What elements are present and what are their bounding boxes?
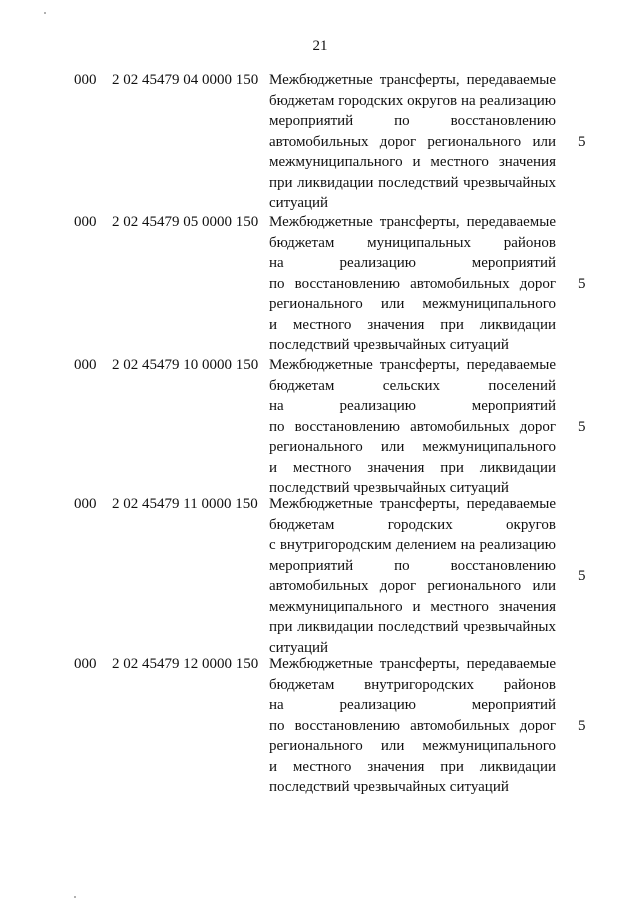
description-line: ситуаций: [269, 639, 329, 656]
revenue-description: [269, 355, 556, 499]
admin-code: 000: [74, 656, 97, 672]
description-line: бюджетам городских округов: [269, 516, 556, 533]
description-line: и местного значения при ликвидации: [269, 459, 556, 476]
revenue-description: [269, 494, 556, 658]
admin-code: 000: [74, 72, 97, 88]
description-line: мероприятий по восстановлению: [269, 557, 556, 574]
description-line: бюджетам сельских поселений: [269, 377, 556, 394]
description-line: бюджетам внутригородских районов: [269, 676, 556, 693]
description-line: регионального или межмуниципального: [269, 439, 556, 455]
scan-speck: [44, 12, 46, 14]
description-line: и местного значения при ликвидации: [269, 758, 556, 775]
description-line: при ликвидации последствий чрезвычайных: [269, 619, 556, 635]
description-line: автомобильных дорог регионального или: [269, 133, 556, 150]
admin-code: 000: [74, 214, 97, 230]
description-line: Межбюджетные трансферты, передаваемые: [269, 357, 556, 373]
scan-speck: [74, 896, 76, 898]
description-line: межмуниципального и местного значения: [269, 154, 556, 170]
description-line: последствий чрезвычайных ситуаций: [269, 779, 509, 795]
budget-classification-code: 2 02 45479 10 0000 150: [112, 357, 259, 373]
admin-code: 000: [74, 357, 97, 373]
description-line: Межбюджетные трансферты, передаваемые: [269, 72, 556, 88]
budget-classification-code: 2 02 45479 05 0000 150: [112, 214, 259, 230]
amount-value: 5: [578, 718, 586, 734]
description-line: бюджетам муниципальных районов: [269, 234, 556, 251]
description-line: последствий чрезвычайных ситуаций: [269, 337, 509, 353]
description-line: Межбюджетные трансферты, передаваемые: [269, 656, 556, 672]
budget-classification-code: 2 02 45479 04 0000 150: [112, 72, 259, 88]
description-line: по восстановлению автомобильных дорог: [269, 275, 556, 292]
description-line: регионального или межмуниципального: [269, 296, 556, 312]
amount-value: 5: [578, 568, 586, 584]
description-line: на реализацию мероприятий: [269, 255, 556, 271]
budget-classification-code: 2 02 45479 11 0000 150: [112, 496, 258, 512]
revenue-description: [269, 654, 556, 798]
description-line: по восстановлению автомобильных дорог: [269, 717, 556, 734]
budget-classification-code: 2 02 45479 12 0000 150: [112, 656, 259, 672]
description-line: и местного значения при ликвидации: [269, 316, 556, 333]
description-line: мероприятий по восстановлению: [269, 113, 556, 129]
description-line: с внутригородским делением на реализацию: [269, 537, 556, 553]
page-number: 21: [312, 38, 328, 54]
admin-code: 000: [74, 496, 97, 512]
description-line: регионального или межмуниципального: [269, 738, 556, 754]
description-line: по восстановлению автомобильных дорог: [269, 418, 556, 435]
amount-value: 5: [578, 134, 586, 150]
description-line: межмуниципального и местного значения: [269, 598, 556, 615]
revenue-description: [269, 70, 556, 214]
description-line: при ликвидации последствий чрезвычайных: [269, 174, 556, 191]
description-line: Межбюджетные трансферты, передаваемые: [269, 214, 556, 230]
description-line: бюджетам городских округов на реализацию: [269, 92, 556, 109]
description-line: на реализацию мероприятий: [269, 398, 556, 414]
description-line: Межбюджетные трансферты, передаваемые: [269, 496, 556, 512]
amount-value: 5: [578, 419, 586, 435]
description-line: ситуаций: [269, 195, 329, 211]
description-line: на реализацию мероприятий: [269, 697, 556, 713]
revenue-description: [269, 212, 556, 356]
amount-value: 5: [578, 276, 586, 292]
description-line: автомобильных дорог регионального или: [269, 578, 556, 594]
description-line: последствий чрезвычайных ситуаций: [269, 480, 509, 496]
